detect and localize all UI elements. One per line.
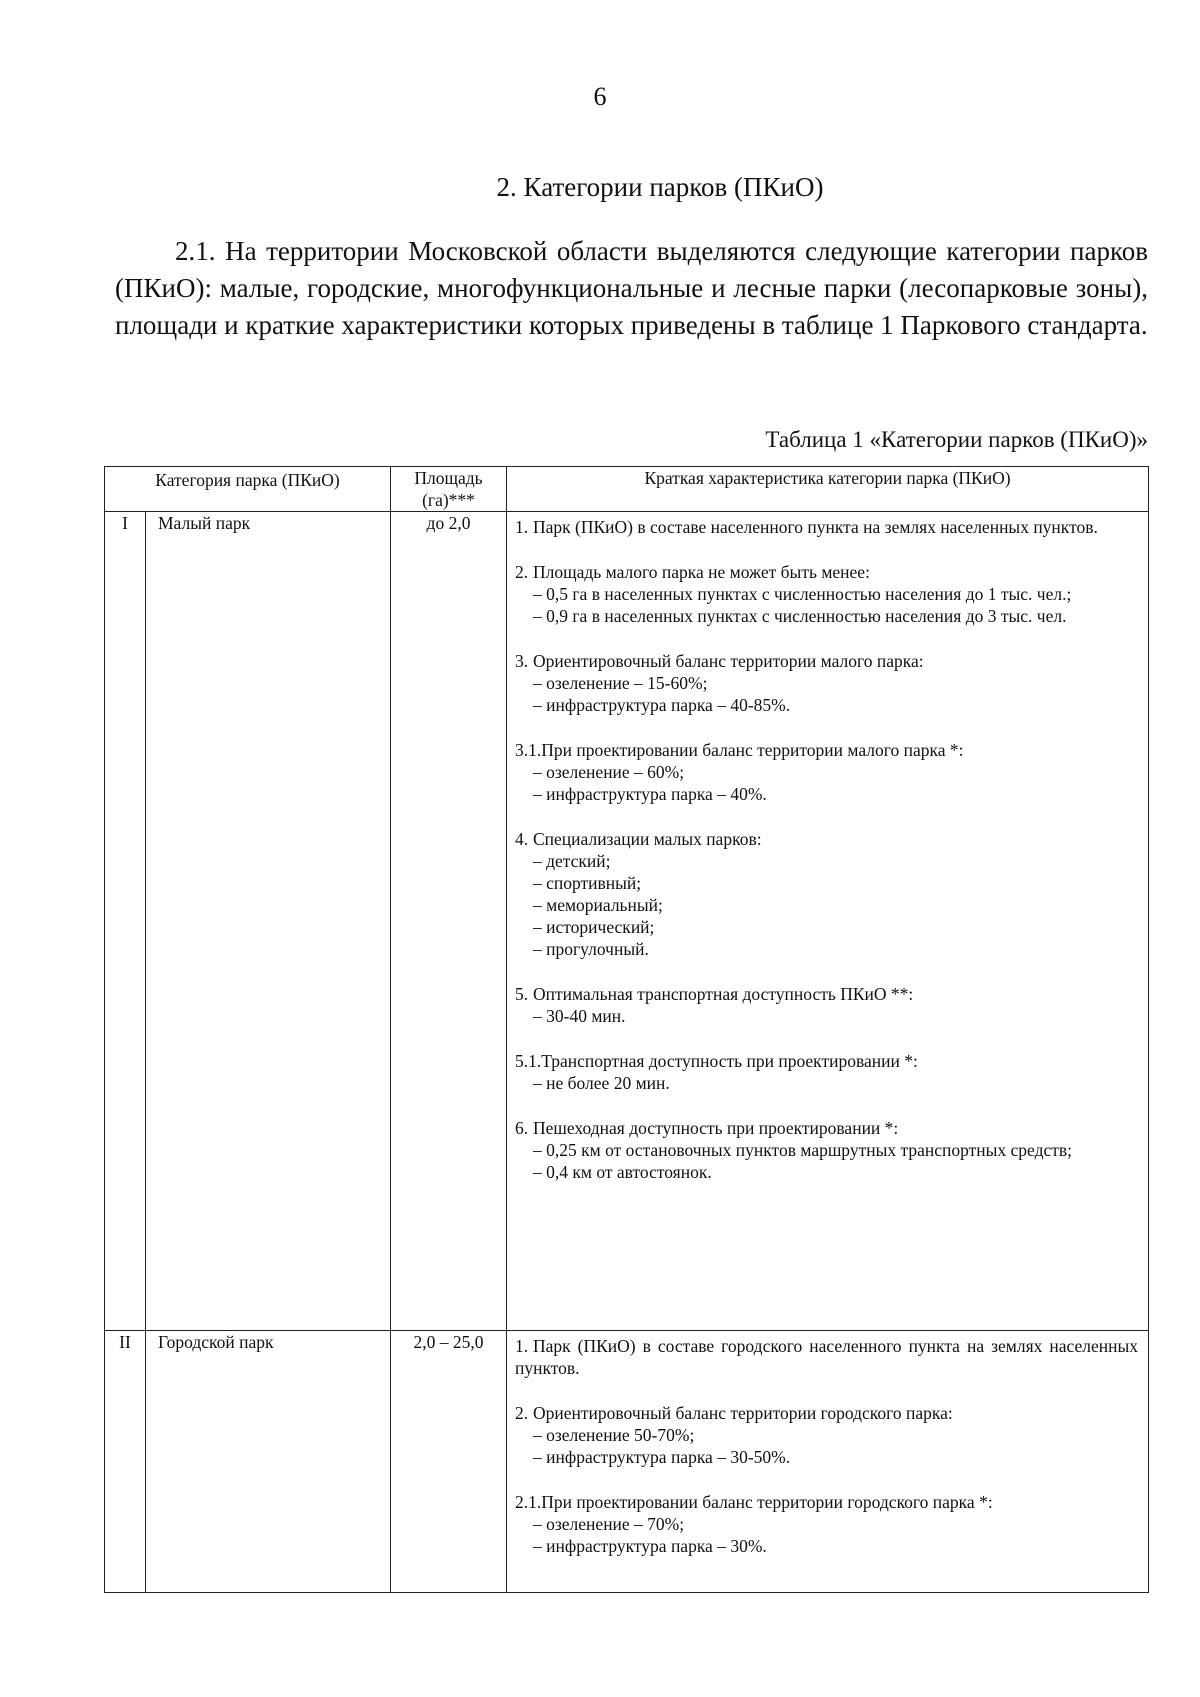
section-title: 2. Категории парков (ПКиО) bbox=[496, 172, 824, 202]
sub-list bbox=[533, 850, 1138, 960]
header-category: Категория парка (ПКиО) bbox=[105, 467, 391, 512]
sub-list-item: – озеленение – 70%; bbox=[533, 1513, 1138, 1535]
sub-list-item: – инфраструктура парка – 30-50%. bbox=[533, 1446, 1138, 1468]
description-item bbox=[515, 516, 1138, 538]
header-description: Краткая характеристика категории парка (ПКиО) bbox=[507, 467, 1149, 512]
sub-list-item: – 0,4 км от автостоянок. bbox=[533, 1161, 1138, 1183]
item-number: 5. bbox=[515, 984, 529, 1004]
sub-list bbox=[533, 1513, 1138, 1557]
item-spacer bbox=[515, 716, 1138, 739]
item-text: Ориентировочный баланс территории городского парка: bbox=[533, 1403, 953, 1423]
category-name: Малый парк bbox=[146, 512, 391, 1331]
description-item bbox=[515, 1050, 1138, 1072]
page-number: 6 bbox=[593, 82, 607, 111]
sub-list-item: – не более 20 мин. bbox=[533, 1072, 1138, 1094]
item-spacer bbox=[515, 1468, 1138, 1491]
sub-list-item: – озеленение – 15-60%; bbox=[533, 672, 1138, 694]
category-area: до 2,0 bbox=[391, 512, 507, 1331]
item-spacer bbox=[515, 1027, 1138, 1050]
sub-list bbox=[533, 1072, 1138, 1094]
category-number: I bbox=[105, 512, 146, 1331]
item-number: 1. bbox=[515, 1336, 529, 1356]
item-spacer bbox=[515, 805, 1138, 828]
table-row bbox=[105, 1331, 1149, 1593]
category-number: II bbox=[105, 1331, 146, 1593]
park-categories-table bbox=[104, 466, 1149, 1593]
item-spacer bbox=[515, 1094, 1138, 1117]
item-number: 5.1. bbox=[515, 1051, 542, 1071]
item-text: Ориентировочный баланс территории малого парка: bbox=[533, 651, 924, 671]
table-row bbox=[105, 512, 1149, 1331]
sub-list-item: – детский; bbox=[533, 850, 1138, 872]
item-number: 1. bbox=[515, 517, 529, 537]
sub-list bbox=[533, 761, 1138, 805]
sub-list-item: – озеленение – 60%; bbox=[533, 761, 1138, 783]
description-item bbox=[515, 1335, 1138, 1379]
sub-list-item: – прогулочный. bbox=[533, 938, 1138, 960]
item-text: Оптимальная транспортная доступность ПКиО **: bbox=[533, 984, 914, 1004]
item-spacer bbox=[515, 1379, 1138, 1402]
item-spacer bbox=[515, 627, 1138, 650]
description-item bbox=[515, 1402, 1138, 1424]
item-text: Транспортная доступность при проектировании *: bbox=[541, 1051, 918, 1071]
sub-list-item: – мемориальный; bbox=[533, 894, 1138, 916]
description-item bbox=[515, 983, 1138, 1005]
item-number: 2.1. bbox=[515, 1492, 542, 1512]
item-text: Площадь малого парка не может быть менее: bbox=[533, 562, 870, 582]
item-number: 4. bbox=[515, 829, 529, 849]
sub-list-item: – спортивный; bbox=[533, 872, 1138, 894]
table-caption: Таблица 1 «Категории парков (ПКиО)» bbox=[765, 427, 1148, 452]
sub-list-item: – 0,25 км от остановочных пунктов маршрутных транспортных средств; bbox=[533, 1139, 1138, 1161]
sub-list-item: – инфраструктура парка – 40-85%. bbox=[533, 694, 1138, 716]
category-area: 2,0 – 25,0 bbox=[391, 1331, 507, 1593]
table-header-row bbox=[105, 467, 1149, 512]
sub-list-item: – 0,9 га в населенных пунктах с численностью населения до 3 тыс. чел. bbox=[533, 605, 1138, 627]
item-text: При проектировании баланс территории городского парка *: bbox=[541, 1492, 993, 1512]
item-text: Парк (ПКиО) в составе городского населенного пункта на землях населенных пунктов. bbox=[515, 1336, 1138, 1378]
category-description bbox=[507, 1331, 1149, 1593]
description-item bbox=[515, 650, 1138, 672]
item-spacer bbox=[515, 538, 1138, 561]
sub-list-item: – озеленение 50-70%; bbox=[533, 1424, 1138, 1446]
item-number: 3.1. bbox=[515, 740, 542, 760]
category-description bbox=[507, 512, 1149, 1331]
sub-list-item: – 0,5 га в населенных пунктах с численностью населения до 1 тыс. чел.; bbox=[533, 583, 1138, 605]
table-body bbox=[105, 512, 1149, 1593]
description-item bbox=[515, 561, 1138, 583]
category-name: Городской парк bbox=[146, 1331, 391, 1593]
sub-list bbox=[533, 672, 1138, 716]
item-text: Пешеходная доступность при проектировании *: bbox=[533, 1118, 899, 1138]
sub-list bbox=[533, 1005, 1138, 1027]
description-item bbox=[515, 739, 1138, 761]
item-text: При проектировании баланс территории малого парка *: bbox=[541, 740, 964, 760]
sub-list-item: – исторический; bbox=[533, 916, 1138, 938]
sub-list-item: – инфраструктура парка – 40%. bbox=[533, 783, 1138, 805]
intro-paragraph: 2.1. На территории Московской области выделяются следующие категории парков (ПКиО): малые, городские, многофункциональные и лесные парки (лесопарковые зоны), площади и краткие характеристики которых приведены в таблице 1 Паркового стандарта. bbox=[115, 236, 1148, 340]
header-area: Площадь (га)*** bbox=[391, 467, 507, 512]
sub-list-item: – инфраструктура парка – 30%. bbox=[533, 1535, 1138, 1557]
description-item bbox=[515, 1491, 1138, 1513]
item-number: 6. bbox=[515, 1118, 529, 1138]
item-number: 2. bbox=[515, 562, 529, 582]
item-number: 3. bbox=[515, 651, 529, 671]
sub-list-item: – 30-40 мин. bbox=[533, 1005, 1138, 1027]
item-text: Парк (ПКиО) в составе населенного пункта на землях населенных пунктов. bbox=[533, 517, 1098, 537]
sub-list bbox=[533, 1424, 1138, 1468]
sub-list bbox=[533, 583, 1138, 627]
item-text: Специализации малых парков: bbox=[533, 829, 762, 849]
description-item bbox=[515, 828, 1138, 850]
item-spacer bbox=[515, 960, 1138, 983]
description-item bbox=[515, 1117, 1138, 1139]
item-number: 2. bbox=[515, 1403, 529, 1423]
sub-list bbox=[533, 1139, 1138, 1183]
